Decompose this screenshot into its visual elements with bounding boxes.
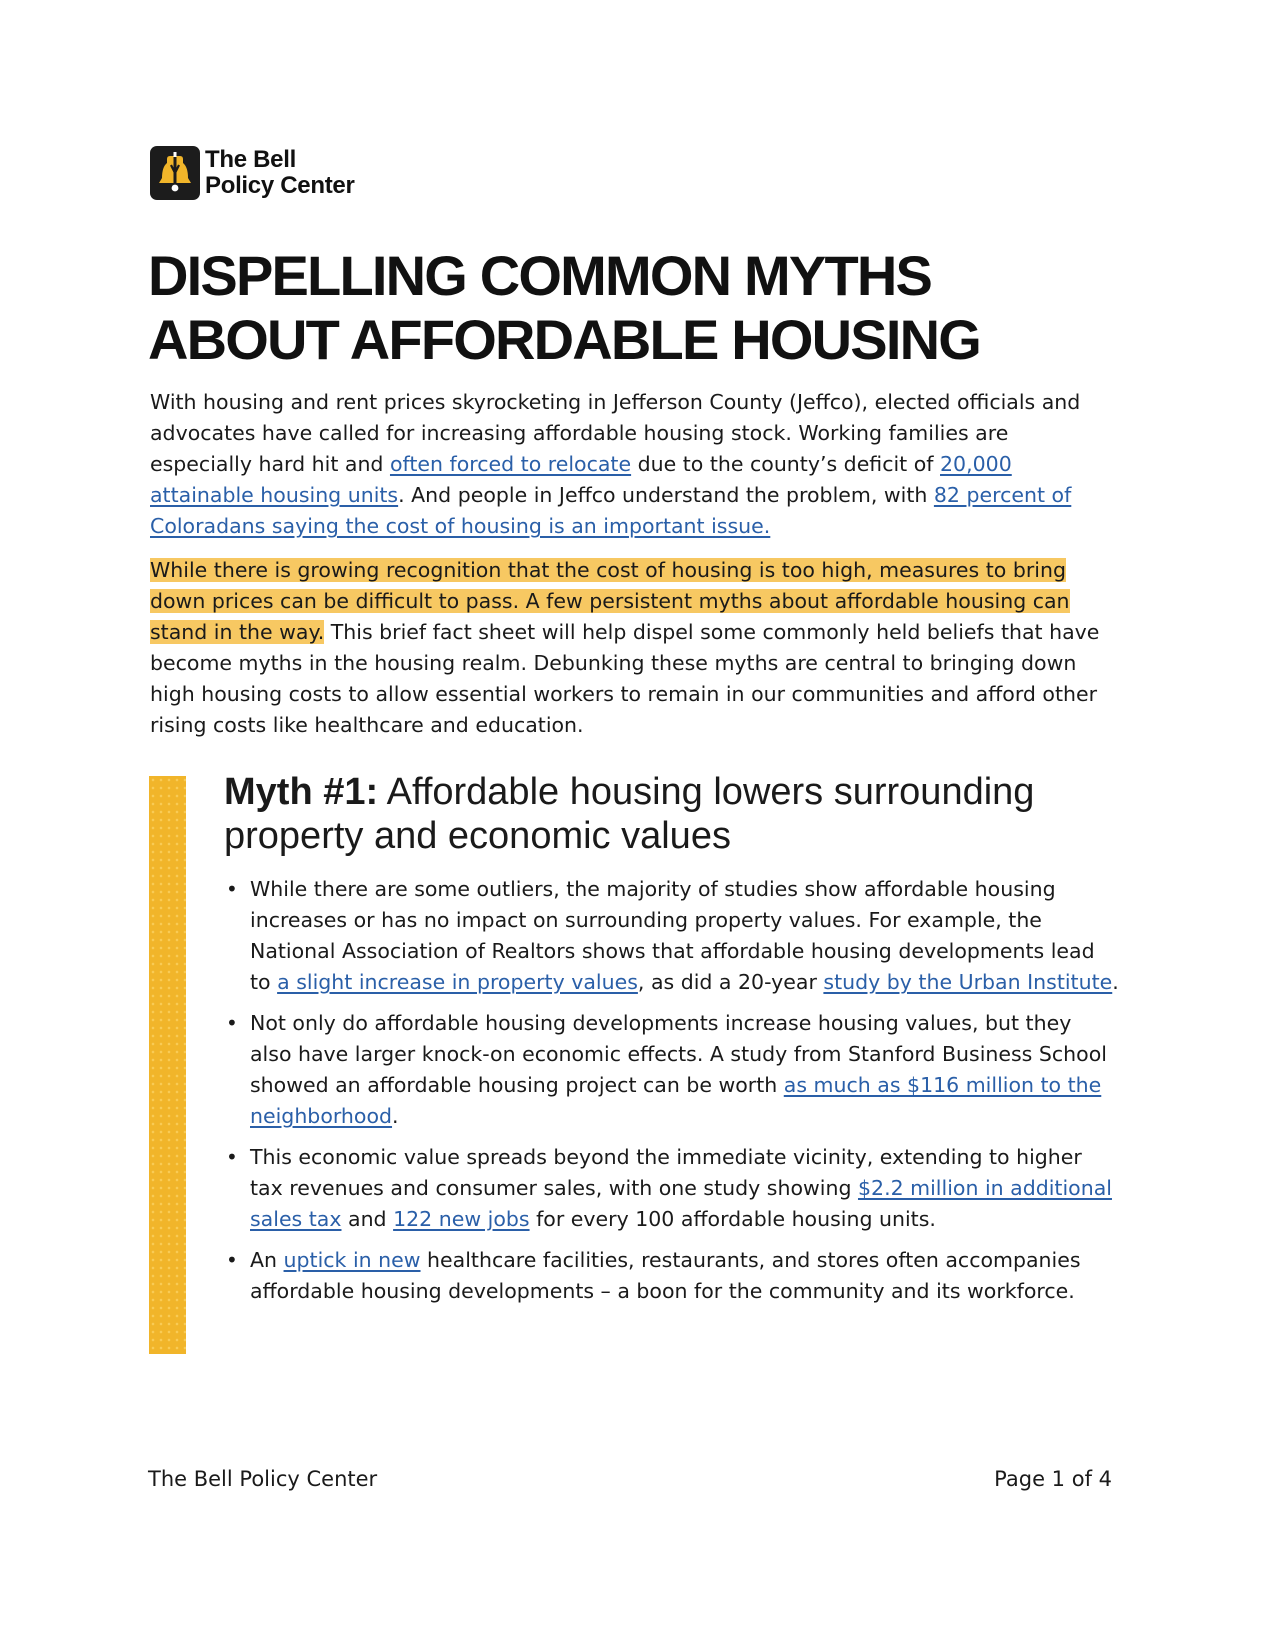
myth-accent-bar <box>149 776 186 1354</box>
bullet-4-text-2: healthcare facilities, restaurants, and stores often accompanies affordable housing developments – a boon for the community and its workforce. <box>250 1248 1081 1303</box>
intro-text-3: . And people in Jeffco understand the problem, with <box>398 483 934 507</box>
bullet-2-text-2: . <box>392 1104 399 1128</box>
intro-text-2: due to the county’s deficit of <box>631 452 941 476</box>
logo-wordmark <box>205 147 355 199</box>
footer-organization: The Bell Policy Center <box>148 1467 378 1491</box>
list-item <box>224 1245 1119 1307</box>
bullet-icon: • <box>226 1248 238 1272</box>
link-forced-to-relocate[interactable]: often forced to relocate <box>389 452 632 476</box>
logo-line-1: The Bell <box>205 146 296 173</box>
link-sales-tax[interactable]: $2.2 million in additional sales tax <box>250 1176 1112 1231</box>
page-title <box>148 244 1148 372</box>
bullet-3-text-3: for every 100 affordable housing units. <box>529 1207 936 1231</box>
bullet-icon: • <box>226 877 238 901</box>
list-item <box>224 1142 1119 1235</box>
myth-1-statement: Affordable housing lowers surrounding property and economic values <box>224 771 1035 857</box>
myth-1-label: Myth #1: <box>224 771 379 813</box>
intro-paragraph <box>150 387 1110 542</box>
bullet-icon: • <box>226 1145 238 1169</box>
logo <box>150 146 355 200</box>
myth-1-bullet-list <box>224 874 1119 1317</box>
bullet-2-text-1: Not only do affordable housing developments increase housing values, but they also have larger knock-on economic effects. A study from Stanford Business School showed an affordable housing project can be worth <box>250 1011 1107 1097</box>
bell-icon <box>150 146 200 200</box>
link-neighborhood-value[interactable]: as much as $116 million to the neighborhood <box>250 1073 1102 1128</box>
title-line-1: DISPELLING COMMON MYTHS <box>148 244 932 307</box>
logo-line-2: Policy Center <box>205 172 355 199</box>
link-uptick-in-new[interactable]: uptick in new <box>283 1248 421 1272</box>
bullet-icon: • <box>226 1011 238 1035</box>
bullet-1-text-2: , as did a 20-year <box>637 970 824 994</box>
footer-page-number: Page 1 of 4 <box>994 1467 1112 1491</box>
link-property-values[interactable]: a slight increase in property values <box>277 970 638 994</box>
bullet-1-text-1: While there are some outliers, the majority of studies show affordable housing increases or has no impact on surrounding property values. For example, the National Association of Realtors shows that affordable housing developments lead to <box>250 877 1095 994</box>
context-text: This brief fact sheet will help dispel some commonly held beliefs that have become myths in the housing realm. Debunking these myths are central to bringing down high housing costs to allow essential workers to remain in our communities and afford other rising costs like healthcare and education. <box>150 620 1100 737</box>
link-urban-institute-study[interactable]: study by the Urban Institute <box>823 970 1113 994</box>
bullet-4-text-1: An <box>250 1248 284 1272</box>
link-new-jobs[interactable]: 122 new jobs <box>393 1207 530 1231</box>
list-item <box>224 874 1119 998</box>
bullet-1-text-3: . <box>1112 970 1119 994</box>
title-line-2: ABOUT AFFORDABLE HOUSING <box>148 308 981 371</box>
highlighted-text: While there is growing recognition that the cost of housing is too high, measures to bring down prices can be difficult to pass. A few persistent myths about affordable housing can stand in the way. <box>150 558 1070 644</box>
list-item <box>224 1008 1119 1132</box>
bullet-3-text-2: and <box>341 1207 394 1231</box>
bullet-3-text-1: This economic value spreads beyond the immediate vicinity, extending to higher tax revenues and consumer sales, with one study showing <box>250 1145 1082 1200</box>
intro-text-1: With housing and rent prices skyrocketing in Jefferson County (Jeffco), elected officials and advocates have called for increasing affordable housing stock. Working families are especially hard hit and <box>150 390 1081 476</box>
link-housing-deficit[interactable]: 20,000 attainable housing units <box>150 452 1012 507</box>
myth-1-heading <box>224 770 1124 858</box>
link-coloradans-survey[interactable]: 82 percent of Coloradans saying the cost of housing is an important issue. <box>150 483 1072 538</box>
context-paragraph <box>150 555 1110 741</box>
